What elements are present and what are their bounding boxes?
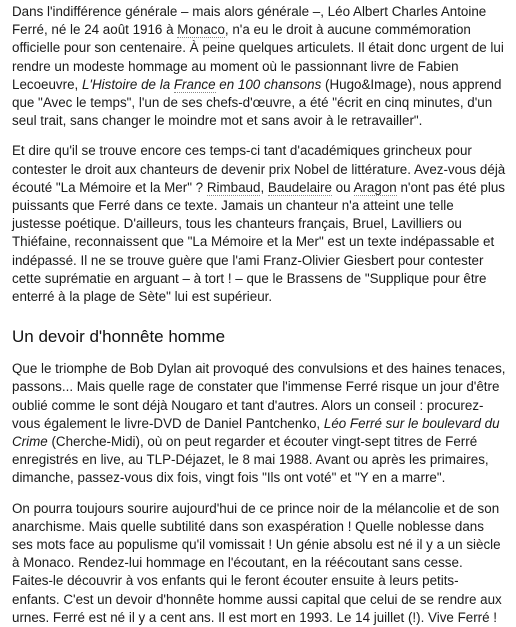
paragraph-conclusion: On pourra toujours sourire aujourd'hui de ce prince noir de la mélancolie et de son anarchisme. Mais quelle subtilité dans son exaspération ! Quelle noblesse dans ses mots face au populisme qu'il vomissait ! Un génie absolu est né il y a un siècle à Monaco. Rendez-lui hommage en l'écoutant, en la réécoutant sans cesse. Faites-le découvrir à vos enfants qui le feront écouter ensuite à leurs petits-enfants. C'est un devoir d'honnête homme aussi capital que celui de se rendre aux urnes. Ferré est né il y a cent ans. Il est mort en 1993. Le 14 juillet (!). Vive Ferré ! [12,500,502,625]
link-aragon[interactable]: Aragon [353,179,397,195]
book-title-boulevard: Léo Ferré sur le boulevard du Crime [12,415,500,450]
book-title-post: en 100 chansons [215,76,322,92]
separator-comma: , [260,179,268,195]
paragraph-intro-text-a: Dans l'indifférence générale – mais alors générale –, Léo Albert Charles Antoine Ferré, né le 24 août 1916 à [12,4,487,38]
link-rimbaud[interactable]: Rimbaud [206,179,261,195]
article-body [12,3,506,627]
book-title-pre: L'Histoire de la [81,76,174,92]
paragraph-intro-text-c: (Hugo&Image), nous apprend que "Avec le temps", l'un de ses chefs-d'œuvre, a été "écrit en cinq minutes, d'un seul trait, sans changer le moindre mot et sans avoir à le retravailler". [12,76,502,129]
section-subtitle: Un devoir d'honnête homme [12,327,226,347]
paragraph-intro [12,3,506,130]
separator-ou: ou [331,179,354,195]
paragraph-nobel-text-a: Et dire qu'il se trouve encore ces temps-ci tant d'académiques grincheux pour contester le droit aux chanteurs de devenir prix Nobel de littérature. Avez-vous déjà écouté "La Mémoire et la Mer" ? [12,143,506,195]
paragraph-intro-text-b: , n'a eu le droit à aucune commémoration officielle pour son centenaire. À peine quelques articulets. Il était donc urgent de lui rendre un modeste hommage au moment où le passionnant livre de Fabien Lecoeuvre, [12,22,504,92]
link-monaco[interactable]: Monaco [177,22,225,38]
paragraph-dylan-text-b: (Cherche-Midi), où on peut regarder et écouter vingt-sept titres de Ferré enregistrés en live, au TLP-Déjazet, le 8 mai 1988. Avant ou après les primaires, dimanche, passez-vous dix fois, vingt fois "Ils ont voté" et "Y en a marre". [12,434,489,486]
link-baudelaire[interactable]: Baudelaire [267,179,332,195]
paragraph-dylan-text-a: Que le triomphe de Bob Dylan ait provoqué des convulsions et des haines tenaces, passons... Mais quelle rage de constater que l'immense Ferré risque un jour d'être oublié comme le sont déjà Nougaro et tant d'autres. Alors un conseil : procurez-vous également le livre-DVD de Daniel Pantchenko, [12,361,506,431]
paragraph-nobel-text-b: n'ont pas été plus puissants que Ferré dans ce texte. Jamais un chanteur n'a atteint une telle justesse poétique. D'ailleurs, tous les chanteurs français, Bruel, Lavilliers ou Thiéfaine, reconnaissent que "La Mémoire et la Mer" est un texte indépassable et indépassé. Il ne se trouve guère que l'ami Franz-Olivier Giesbert pour contester cette suprématie en arguant – à tort ! – que le Brassens de "Supplique pour être enterré à la plage de Sète" lui est supérieur. [12,179,505,305]
link-france[interactable]: France [173,76,216,92]
book-title-histoire [82,77,321,93]
paragraph-dylan [12,360,506,487]
paragraph-nobel [12,142,506,306]
